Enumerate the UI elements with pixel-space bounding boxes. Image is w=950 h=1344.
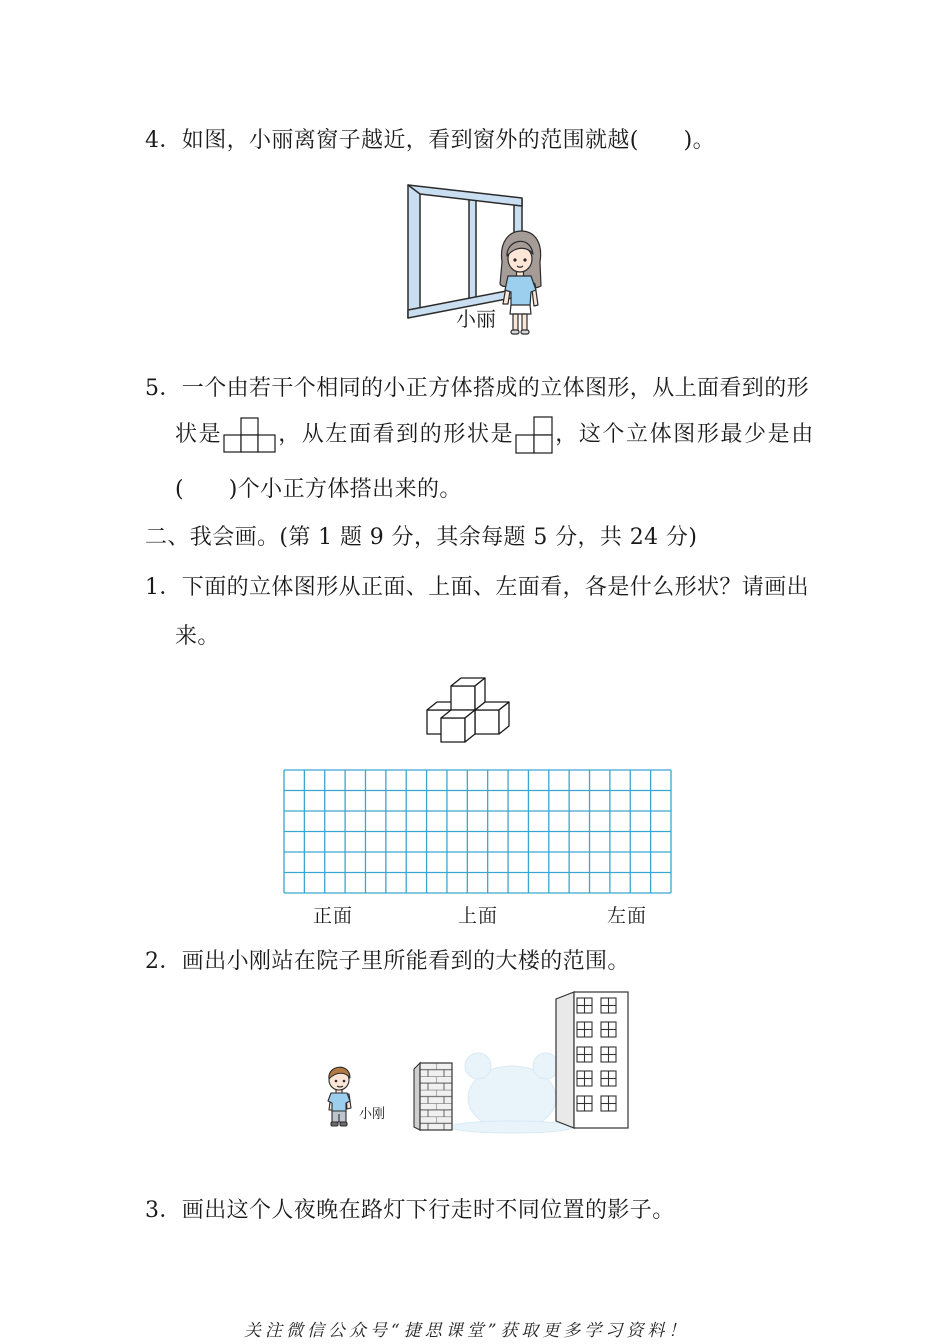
boy-shoe <box>340 1122 347 1126</box>
building-window <box>601 1047 616 1062</box>
top-view-cell <box>241 435 258 452</box>
q5-line-2 <box>175 415 815 455</box>
girl-leg <box>522 314 527 331</box>
watermark-base <box>450 1121 574 1133</box>
cube-back-right <box>475 702 509 734</box>
left-view-cell <box>516 435 534 453</box>
girl-shoe <box>511 330 519 334</box>
grid-label-top: 上面 <box>457 905 499 927</box>
girl-shorts <box>510 305 531 314</box>
cube-face <box>451 686 475 710</box>
brick-wall <box>414 1063 452 1130</box>
xiaoli-label: 小丽 <box>456 307 496 331</box>
drawing-grid <box>282 768 674 896</box>
boy-eye <box>335 1080 338 1083</box>
footer-promo: 关注微信公众号“捷思课堂”获取更多学习资料！ <box>244 1321 690 1341</box>
q5-line-3: ( )个小正方体搭出来的。 <box>175 477 462 502</box>
top-view-cell <box>258 435 275 452</box>
building-side <box>556 992 574 1128</box>
q5-line-1: 5．一个由若干个相同的小正方体搭成的立体图形，从上面看到的形 <box>145 376 809 401</box>
brick-wall-front <box>420 1063 452 1130</box>
q5-line-2-text-a: 状是 <box>175 422 223 447</box>
building-window <box>601 1071 616 1086</box>
left-view-cell <box>534 435 552 453</box>
s2-q3-text: 3．画出这个人夜晚在路灯下行走时不同位置的影子。 <box>145 1198 675 1223</box>
q5-line-2-text-b: ，从左面看到的形状是 <box>278 422 515 447</box>
grid-lines <box>284 770 671 893</box>
s2-q1-line-1: 1．下面的立体图形从正面、上面、左面看，各是什么形状？请画出 <box>145 575 809 600</box>
grid-label-left: 左面 <box>606 905 648 927</box>
courtyard-figure <box>320 985 635 1135</box>
watermark-ear <box>533 1053 559 1079</box>
cube-front-middle <box>441 710 475 742</box>
girl-leg <box>513 314 518 331</box>
building-window <box>577 998 592 1013</box>
s2-q1-line-2: 来。 <box>175 624 220 649</box>
boy-shoe <box>331 1122 338 1126</box>
top-view-cell <box>241 418 258 435</box>
building-window <box>577 1096 592 1111</box>
watermark-ear <box>465 1053 491 1079</box>
top-view-cell <box>224 435 241 452</box>
building-window <box>577 1071 592 1086</box>
window-top-beam <box>408 185 522 206</box>
girl-eye <box>523 258 526 261</box>
window-middle-post <box>469 192 476 303</box>
grid-label-front: 正面 <box>312 905 354 927</box>
building-window <box>577 1022 592 1037</box>
q5-line-2-text-c: ，这个立体图形最少是由 <box>555 422 815 447</box>
girl-xiaoli <box>500 231 541 334</box>
cube-face <box>475 710 499 734</box>
q4-text: 4．如图，小丽离窗子越近，看到窗外的范围就越( )。 <box>145 128 715 153</box>
cube-stack-figure <box>420 672 515 748</box>
girl-shoe <box>521 330 529 334</box>
brick-wall-side <box>414 1063 420 1130</box>
xiaogang-label: 小刚 <box>358 1107 386 1122</box>
building-window <box>601 998 616 1013</box>
building-window <box>601 1022 616 1037</box>
building-window <box>601 1096 616 1111</box>
window-left-post <box>408 185 420 318</box>
girl-eye <box>513 258 516 261</box>
building-window <box>577 1047 592 1062</box>
cube-face <box>441 718 465 742</box>
s2-q2-text: 2．画出小刚站在院子里所能看到的大楼的范围。 <box>145 949 630 974</box>
boy-xiaogang <box>328 1067 351 1126</box>
tall-building <box>556 992 628 1128</box>
girl-shirt <box>505 276 536 306</box>
left-view-cell <box>534 417 552 435</box>
section-2-heading: 二、我会画。(第 1 题 9 分，其余每题 5 分，共 24 分) <box>145 525 698 550</box>
boy-eye <box>343 1080 346 1083</box>
window-girl-figure <box>400 178 550 343</box>
cube-top <box>451 678 485 710</box>
top-view-shape <box>223 416 277 454</box>
left-view-shape <box>515 416 554 454</box>
